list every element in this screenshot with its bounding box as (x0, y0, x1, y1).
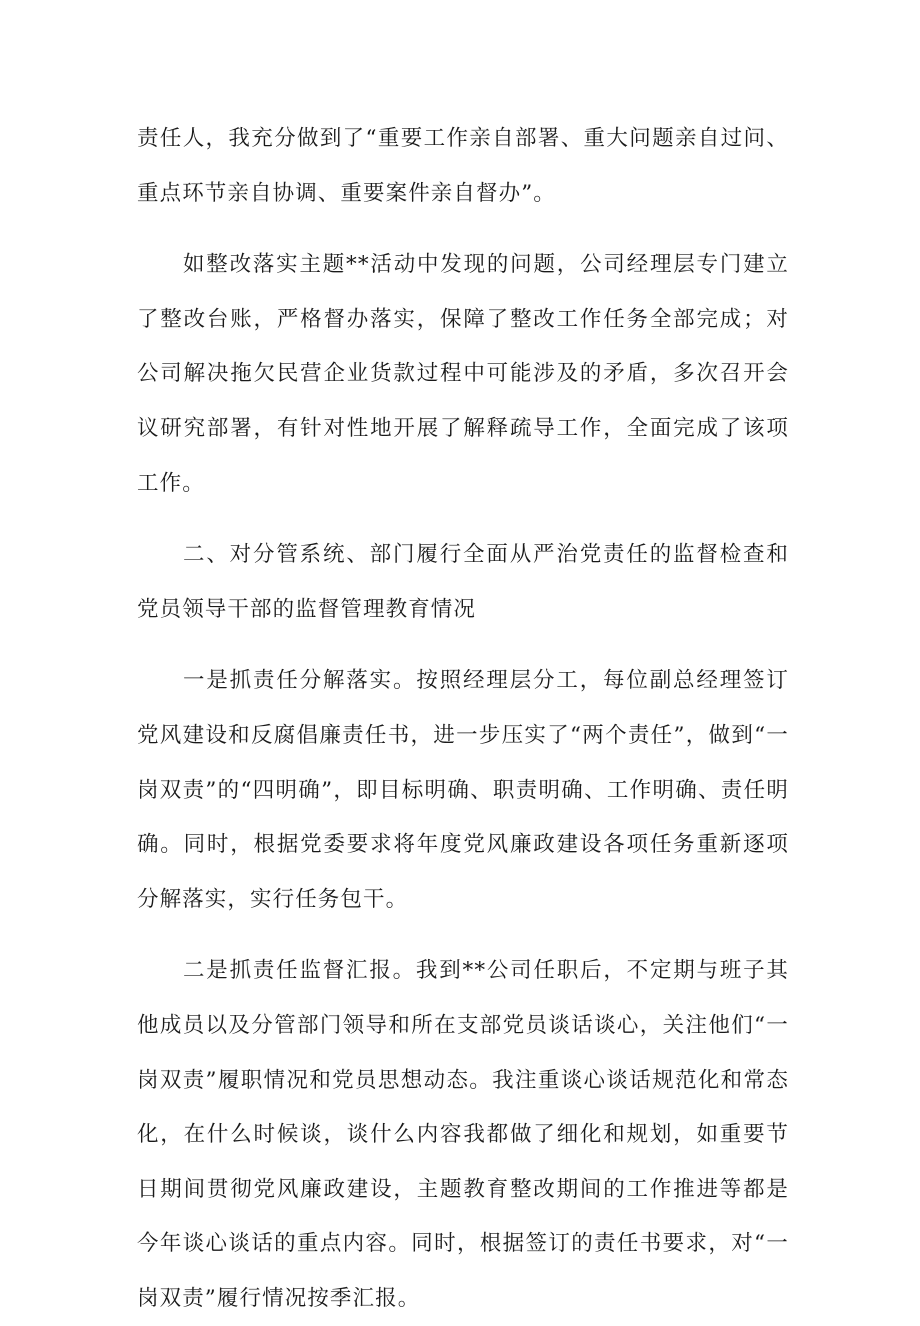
paragraph-continuation: 责任人，我充分做到了“重要工作亲自部署、重大问题亲自过问、重点环节亲自协调、重要案件亲自督办”。 (137, 126, 789, 206)
section-heading-two: 二、对分管系统、部门履行全面从严治党责任的监督检查和党员领导干部的监督管理教育情况 (137, 542, 789, 622)
paragraph-rectification: 如整改落实主题**活动中发现的问题，公司经理层专门建立了整改台账，严格督办落实，保障了整改工作任务全部完成；对公司解决拖欠民营企业货款过程中可能涉及的矛盾，多次召开会议研究部署，有针对性地开展了解释疏导工作，全面完成了该项工作。 (137, 252, 789, 496)
paragraph-responsibility-supervision: 二是抓责任监督汇报。我到**公司任职后，不定期与班子其他成员以及分管部门领导和所在支部党员谈话谈心，关注他们“一岗双责”履职情况和党员思想动态。我注重谈心谈话规范化和常态化，在什么时候谈，谈什么内容我都做了细化和规划，如重要节日期间贯彻党风廉政建设，主题教育整改期间的工作推进等都是今年谈心谈话的重点内容。同时，根据签订的责任书要求，对“一岗双责”履行情况按季汇报。 (137, 958, 789, 1311)
document-body (137, 112, 789, 1326)
paragraph-responsibility-breakdown: 一是抓责任分解落实。按照经理层分工，每位副总经理签订党风建设和反腐倡廉责任书，进一步压实了“两个责任”，做到“一岗双责”的“四明确”，即目标明确、职责明确、工作明确、责任明确。同时，根据党委要求将年度党风廉政建设各项任务重新逐项分解落实，实行任务包干。 (137, 668, 789, 912)
